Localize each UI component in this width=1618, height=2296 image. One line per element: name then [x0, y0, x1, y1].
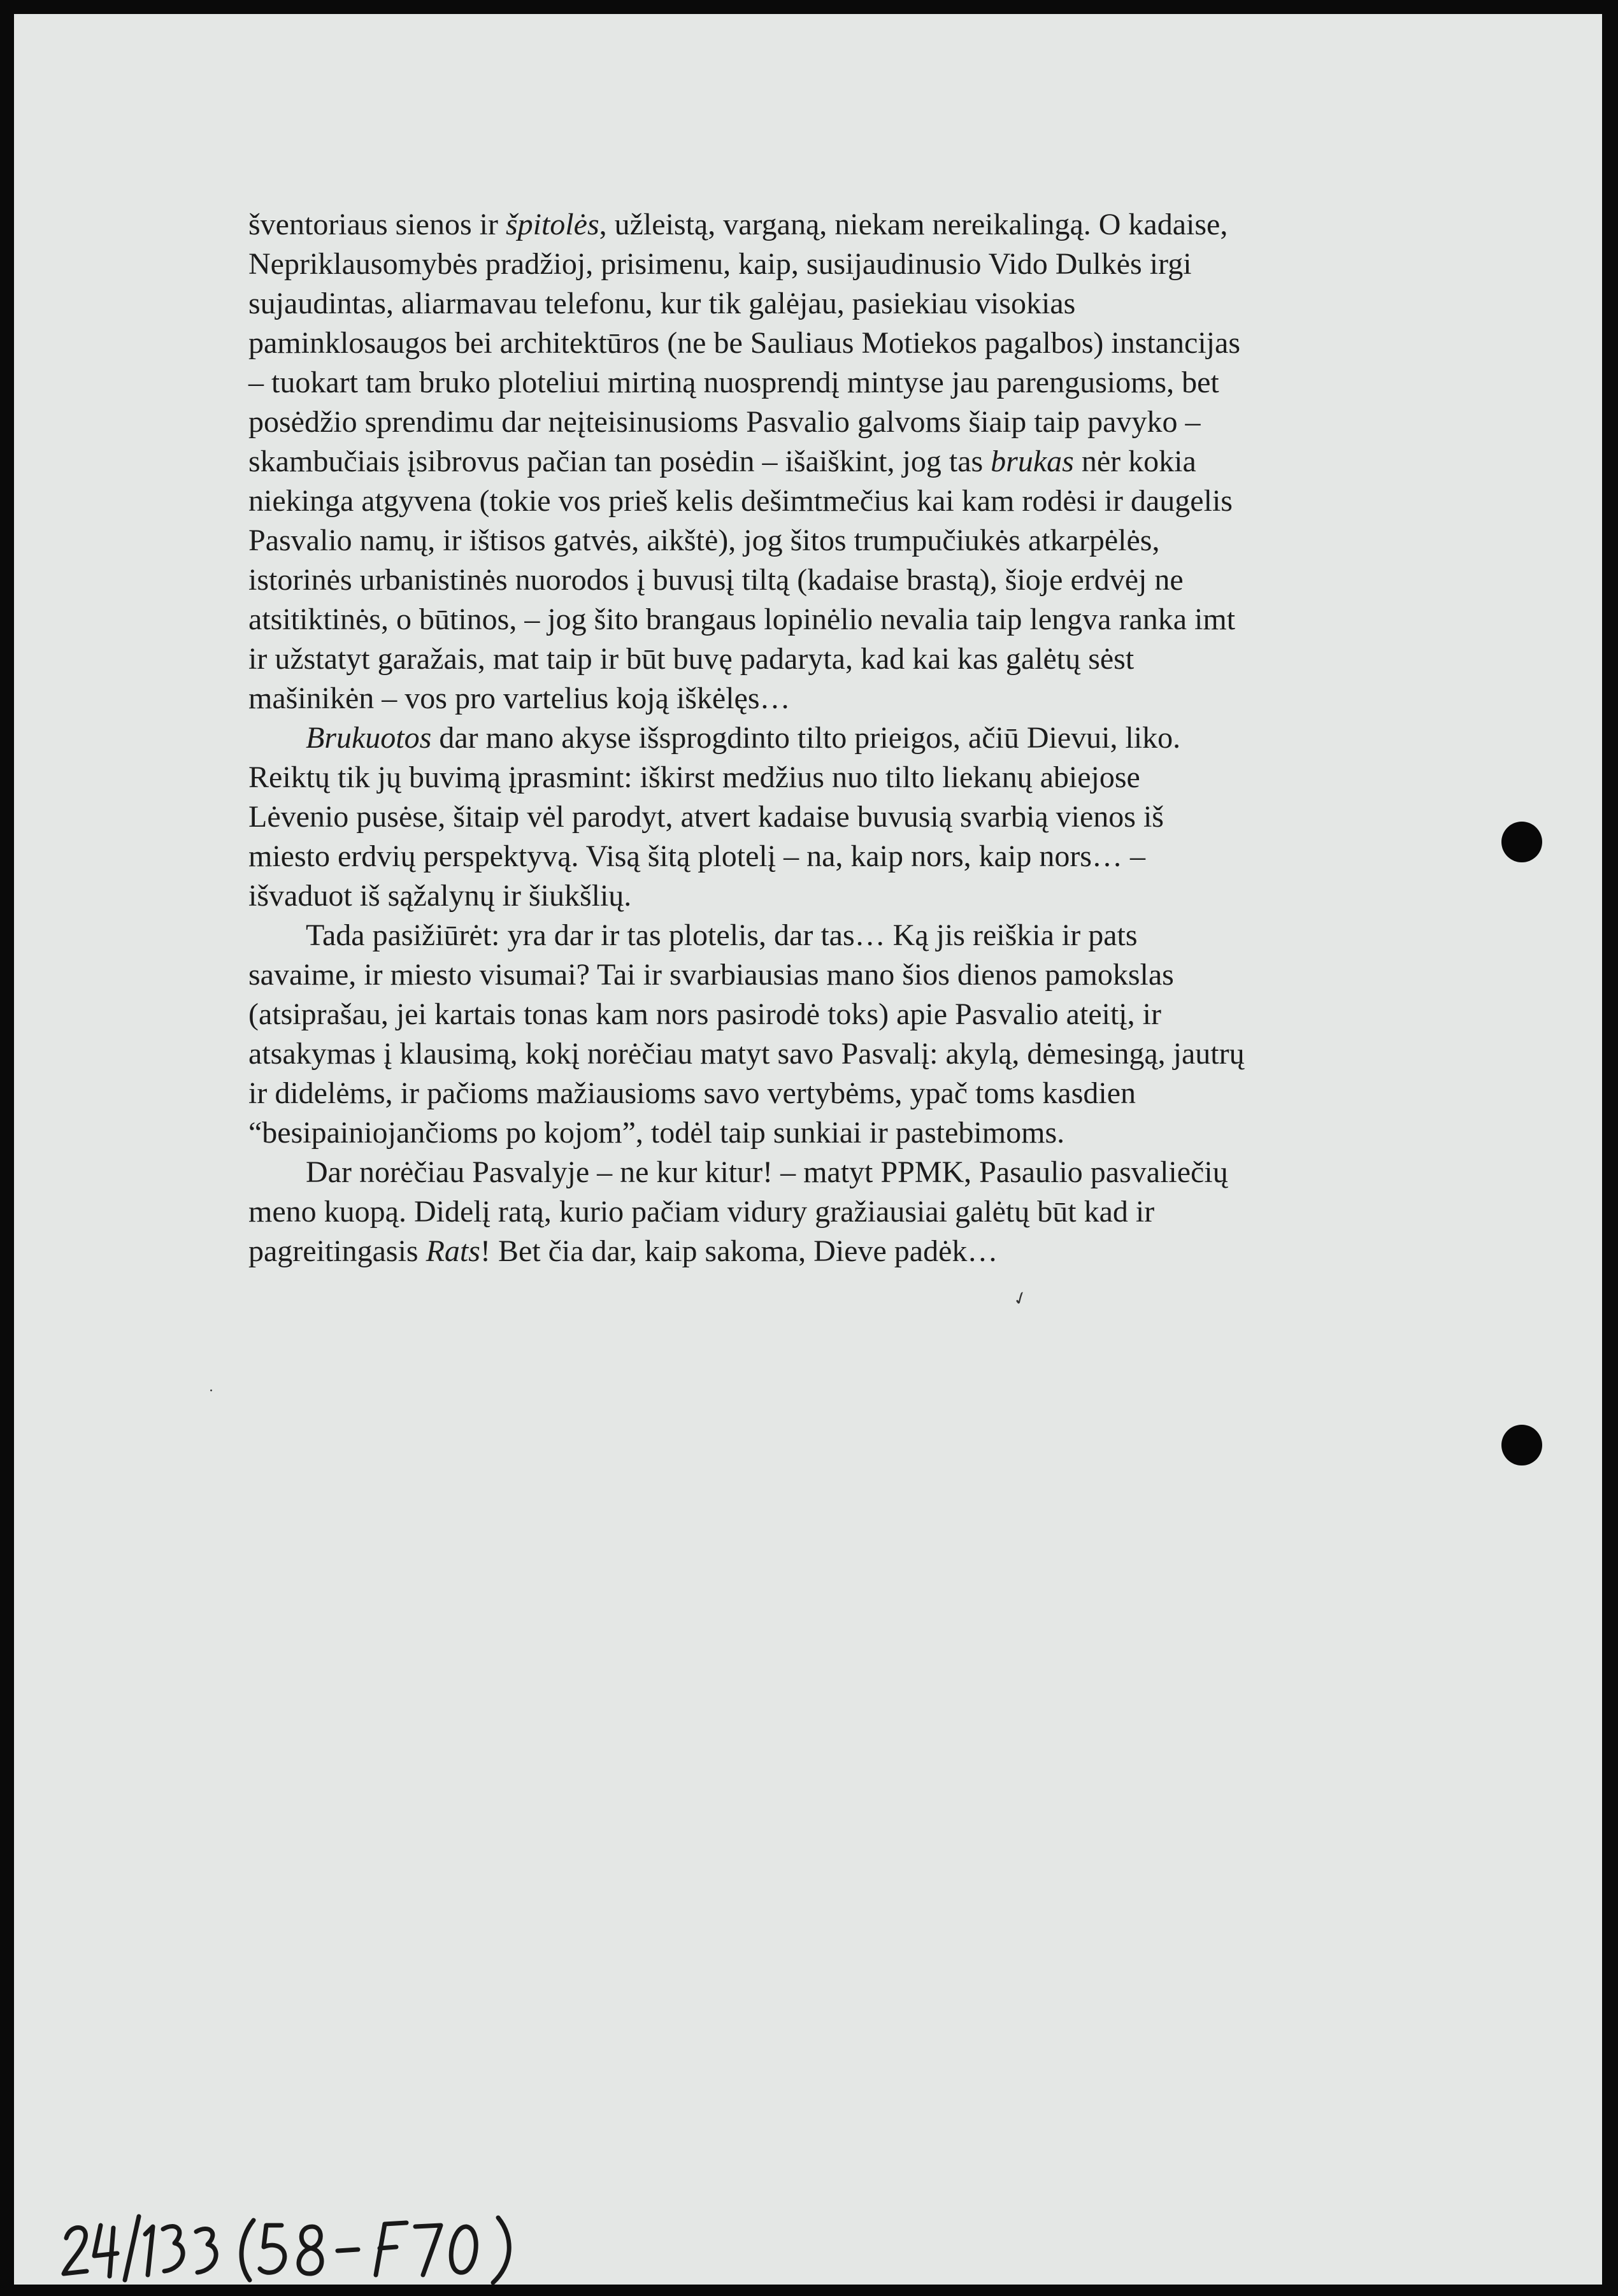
paragraph [248, 1153, 1389, 1271]
text-run: paminklosaugos bei architektūros (ne be Sauliaus Motiekos pagalbos) instancijas [248, 326, 1240, 360]
punch-hole-upper [1501, 822, 1542, 862]
italic-term: Rats [426, 1234, 480, 1268]
text-line [248, 363, 1389, 403]
text-run: dar mano akyse išsprogdinto tilto prieigos, ačiū Dievui, liko. [431, 721, 1181, 755]
text-line [248, 797, 1389, 837]
text-run: Nepriklausomybės pradžioj, prisimenu, kaip, susijaudinusio Vido Dulkės irgi [248, 247, 1192, 281]
punch-hole-lower [1501, 1425, 1542, 1465]
text-line [248, 284, 1389, 324]
text-run: meno kuopą. Didelį ratą, kurio pačiam vidury gražiausiai galėtų būt kad ir [248, 1195, 1155, 1229]
text-run: (atsiprašau, jei kartais tonas kam nors pasirodė toks) apie Pasvalio ateitį, ir [248, 997, 1161, 1031]
text-run: Reiktų tik jų buvimą įprasmint: iškirst medžius nuo tilto liekanų abiejose [248, 760, 1140, 794]
italic-term: špitolės [505, 208, 599, 241]
text-line [248, 481, 1389, 521]
text-run: skambučiais įsibrovus pačian tan posėdin – išaiškint, jog tas [248, 445, 991, 478]
text-line [248, 995, 1389, 1034]
text-line [248, 837, 1389, 876]
text-line [248, 521, 1389, 560]
text-line [248, 1113, 1389, 1153]
text-line [248, 600, 1389, 639]
text-run: sujaudintas, aliarmavau telefonu, kur tik galėjau, pasiekiau visokias [248, 287, 1076, 320]
text-line [248, 916, 1389, 955]
text-line [248, 718, 1389, 758]
text-run: atsitiktinės, o būtinos, – jog šito brangaus lopinėlio nevalia taip lengva ranka imt [248, 603, 1236, 636]
text-run: nėr kokia [1073, 445, 1196, 478]
text-line [248, 1074, 1389, 1113]
text-line [248, 1192, 1389, 1232]
text-run: Pasvalio namų, ir ištisos gatvės, aikštė), jog šitos trumpučiukės atkarpėlės, [248, 524, 1160, 557]
document-page [14, 14, 1602, 2285]
text-line [248, 1232, 1389, 1271]
text-run: istorinės urbanistinės nuorodos į buvusį tiltą (kadaise brastą), šioje erdvėj ne [248, 563, 1184, 597]
text-line [248, 442, 1389, 481]
text-run: Tada pasižiūrėt: yra dar ir tas plotelis, dar tas… Ką jis reiškia ir pats [306, 918, 1138, 952]
text-run: pagreitingasis [248, 1234, 426, 1268]
pencil-tick-mark: ✓ [1010, 1285, 1031, 1311]
text-run: ! Bet čia dar, kaip sakoma, Dieve padėk… [480, 1234, 998, 1268]
paragraph [248, 205, 1389, 718]
text-line [248, 955, 1389, 995]
text-line [248, 324, 1389, 363]
text-run: išvaduot iš sąžalynų ir šiukšlių. [248, 879, 632, 913]
text-line [248, 876, 1389, 916]
text-run: Lėvenio pusėse, šitaip vėl parodyt, atvert kadaise buvusią svarbią vienos iš [248, 800, 1164, 834]
text-line [248, 403, 1389, 442]
text-run: ir užstatyt garažais, mat taip ir būt buvę padaryta, kad kai kas galėtų sėst [248, 642, 1135, 676]
text-line [248, 1034, 1389, 1074]
text-line [248, 679, 1389, 718]
text-line [248, 758, 1389, 797]
text-run: , užleistą, varganą, niekam nereikalingą. O kadaise, [599, 208, 1228, 241]
paragraph [248, 916, 1389, 1153]
text-run: atsakymas į klausimą, kokį norėčiau matyt savo Pasvalį: akylą, dėmesingą, jautrų [248, 1037, 1245, 1071]
text-run: Dar norėčiau Pasvalyje – ne kur kitur! – matyt PPMK, Pasaulio pasvaliečių [306, 1155, 1228, 1189]
text-line [248, 560, 1389, 600]
text-run: mašinikėn – vos pro vartelius koją iškėlęs… [248, 681, 791, 715]
italic-term: Brukuotos [306, 721, 432, 755]
handwritten-archive-mark [59, 2199, 543, 2285]
text-line [248, 639, 1389, 679]
text-run: ir didelėms, ir pačioms mažiausioms savo vertybėms, ypač toms kasdien [248, 1076, 1136, 1110]
text-line [248, 1153, 1389, 1192]
italic-term: brukas [991, 445, 1074, 478]
text-run: posėdžio sprendimu dar neįteisinusioms Pasvalio galvoms šiaip taip pavyko – [248, 405, 1201, 439]
text-run: šventoriaus sienos ir [248, 208, 506, 241]
text-run: niekinga atgyvena (tokie vos prieš kelis dešimtmečius kai kam rodėsi ir daugelis [248, 484, 1233, 518]
text-run: “besipainiojančioms po kojom”, todėl taip sunkiai ir pastebimoms. [248, 1116, 1065, 1150]
ink-speck: · [209, 1383, 213, 1399]
document-body [248, 205, 1389, 1271]
text-run: – tuokart tam bruko ploteliui mirtiną nuosprendį mintyse jau parengusioms, bet [248, 366, 1219, 399]
paragraph [248, 718, 1389, 916]
text-line [248, 245, 1389, 284]
text-run: savaime, ir miesto visumai? Tai ir svarbiausias mano šios dienos pamokslas [248, 958, 1174, 992]
text-run: miesto erdvių perspektyvą. Visą šitą plotelį – na, kaip nors, kaip nors… – [248, 839, 1145, 873]
text-line [248, 205, 1389, 245]
